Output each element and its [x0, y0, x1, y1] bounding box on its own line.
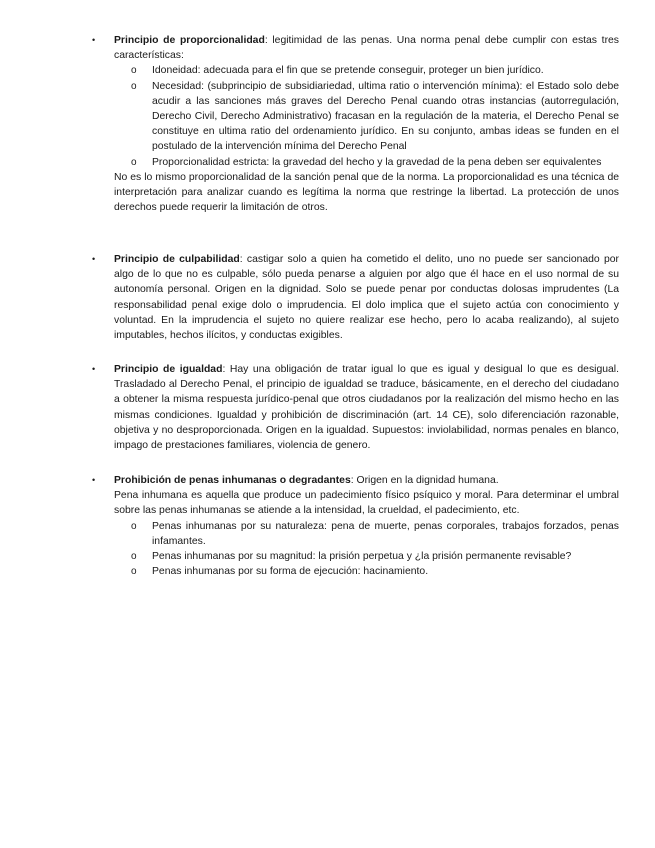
bullet-marker: •: [92, 364, 96, 374]
section-paragraph: [114, 252, 619, 343]
section-culpabilidad: [114, 252, 619, 343]
subitem: [114, 549, 619, 564]
subitem-text: Penas inhumanas por su magnitud: la prisión perpetua y ¿la prisión permanente revisable?: [152, 551, 572, 563]
subitem-text: Proporcionalidad estricta: la gravedad del hecho y la gravedad de la pena deben ser equivalentes: [152, 156, 602, 168]
section-term: Principio de culpabilidad: [114, 254, 240, 265]
sub-marker: o: [131, 156, 137, 168]
subitem: [114, 63, 619, 78]
section-text: : Origen en la dignidad humana.: [350, 475, 499, 486]
section-paragraph: [114, 362, 619, 453]
subitem: [114, 564, 619, 579]
bullet-marker: •: [92, 35, 96, 45]
section-after-text: No es lo mismo proporcionalidad de la sanción penal que de la norma. La proporcionalidad es una técnica de interpretación para analizar cuando es legítima la norma que restringe la libertad. La protección de unos derechos puede requerir la limitación de otros.: [114, 171, 619, 214]
sub-marker: o: [131, 551, 137, 563]
section-paragraph: [114, 33, 619, 63]
subitem: [114, 155, 619, 170]
section-term: Principio de proporcionalidad: [114, 35, 265, 46]
section-paragraph: [114, 473, 619, 488]
sub-marker: o: [131, 520, 137, 532]
sub-marker: o: [131, 566, 137, 578]
section-text: : legitimidad de las penas. Una norma penal debe cumplir con estas tres características:: [114, 35, 620, 62]
section-proporcionalidad: [114, 33, 619, 215]
subitem-text: Idoneidad: adecuada para el fin que se pretende conseguir, proteger un bien jurídico.: [152, 65, 544, 77]
section-text: : Hay una obligación de tratar igual lo que es igual y desigual lo que es desigual. Trasladado al Derecho Penal, el principio de igualdad se traduce, básicamente, en el derecho del ciudadano a obtener la misma respuesta jurídico-penal que otros ciudadanos por la realización del mismo hecho en las mismas condiciones. Igualdad y prohibición de discriminación (art. 14 CE), solo diferenciación razonable, objetiva y no desproporcionada. Origen en la igualdad. Supuestos: inviolabilidad, normas penales en blanco, impago de prestaciones familiares, violencia de genero.: [114, 364, 619, 452]
subitem-text: Necesidad: (subprincipio de subsidiariedad, ultima ratio o intervención mínima): el Estado solo debe acudir a las sanciones más graves del Derecho Penal cuando otras instancias (autorregulación, Derecho Civil, Derecho Administrativo) fracasan en la regulación de la materia, el Derecho Penal se constituye en ultima ratio del ordenamiento jurídico. En su conjunto, ambas ideas se funden en el postulado de la intervención mínima del Derecho Penal: [152, 80, 619, 153]
section-text: : castigar solo a quien ha cometido el delito, uno no puede ser sancionado por algo de lo que no es culpable, sólo pueda penarse a alguien por algo que él hace en el uso normal de su autonomía personal. Origen en la dignidad. Solo se puede penar por conductas dolosas imprudentes (La responsabilidad penal exige dolo o imprudencia. El dolo implica que el sujeto actúa con conocimiento y voluntad. En la imprudencia el sujeto no quiere realizar ese hecho, pero lo acaba realizando), al sujeto imputables, hechos ilícitos, y conductas exigibles.: [114, 254, 619, 342]
bullet-marker: •: [92, 254, 96, 264]
section-igualdad: [114, 362, 619, 453]
subitem-text: Penas inhumanas por su naturaleza: pena de muerte, penas corporales, trabajos forzados, penas infamantes.: [152, 520, 619, 547]
section-term: Prohibición de penas inhumanas o degradantes: [114, 475, 351, 486]
subitem: [114, 79, 619, 155]
subitem-text: Penas inhumanas por su forma de ejecución: hacinamiento.: [152, 566, 429, 578]
bullet-marker: •: [92, 475, 96, 485]
sub-marker: o: [131, 65, 137, 77]
section-after-text: Pena inhumana es aquella que produce un padecimiento físico psíquico y moral. Para determinar el umbral sobre las penas inhumanas se atiende a la intensidad, la crueldad, el padecimiento, etc.: [114, 490, 619, 517]
sub-marker: o: [131, 80, 137, 92]
section-penas-inhumanas: [114, 473, 619, 579]
subitem: [114, 519, 619, 549]
section-term: Principio de igualdad: [114, 364, 223, 375]
